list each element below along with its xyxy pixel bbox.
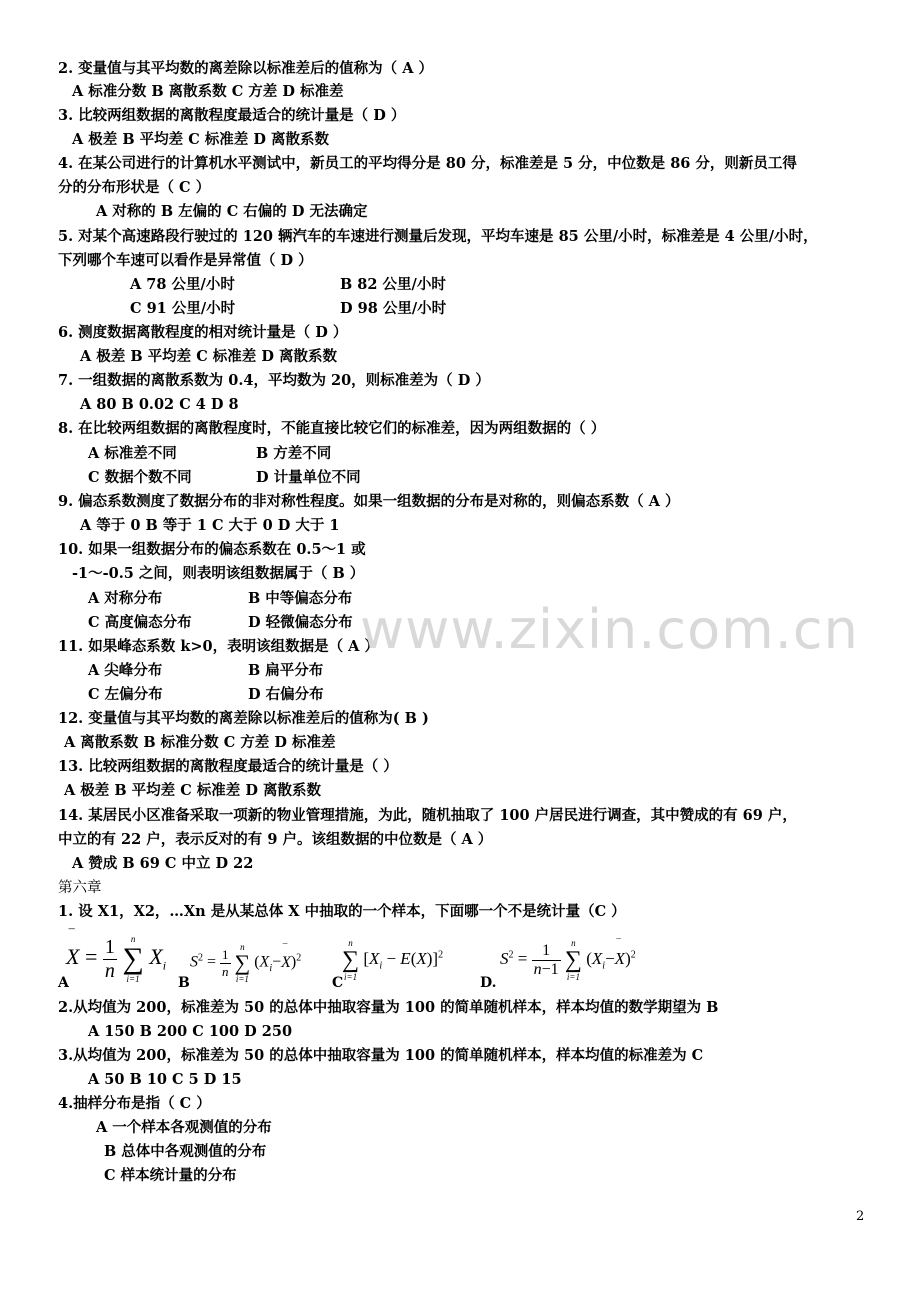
question-3: 3. 比较两组数据的离散程度最适合的统计量是（ D ） bbox=[58, 107, 406, 124]
option-5d: D 98 公里/小时 bbox=[340, 300, 447, 317]
option-11b: B 扁平分布 bbox=[248, 662, 324, 679]
option-10b: B 中等偏态分布 bbox=[248, 590, 353, 607]
option-5c: C 91 公里/小时 bbox=[130, 300, 236, 317]
formula-label-c: C bbox=[332, 975, 344, 991]
question-9: 9. 偏态系数测度了数据分布的非对称性程度。如果一组数据的分布是对称的，则偏态系数（ A ） bbox=[58, 493, 680, 510]
question-11: 11. 如果峰态系数 k>0，表明该组数据是（ A ） bbox=[58, 638, 379, 655]
option-8d: D 计量单位不同 bbox=[256, 469, 361, 486]
watermark: www.zixin.com.cn bbox=[360, 598, 859, 661]
options-6-3: A 50 B 10 C 5 D 15 bbox=[88, 1071, 242, 1088]
question-5-line1: 5. 对某个高速路段行驶过的 120 辆汽车的车速进行测量后发现，平均车速是 85 公里/小时，标准差是 4 公里/小时， bbox=[58, 228, 818, 245]
option-11d: D 右偏分布 bbox=[248, 686, 324, 703]
option-10d: D 轻微偏态分布 bbox=[248, 614, 353, 631]
option-8c: C 数据个数不同 bbox=[88, 469, 192, 486]
option-6-4b: B 总体中各观测值的分布 bbox=[104, 1143, 267, 1160]
option-8a: A 标准差不同 bbox=[88, 445, 177, 462]
question-4-line1: 4. 在某公司进行的计算机水平测试中，新员工的平均得分是 80 分，标准差是 5 分，中位数是 86 分，则新员工得 bbox=[58, 155, 797, 172]
question-4-line2: 分的分布形状是（ C ） bbox=[58, 179, 211, 196]
option-10c: C 高度偏态分布 bbox=[88, 614, 192, 631]
option-5a: A 78 公里/小时 bbox=[130, 276, 235, 293]
option-8b: B 方差不同 bbox=[256, 445, 332, 462]
option-6-4a: A 一个样本各观测值的分布 bbox=[96, 1119, 272, 1136]
options-2: A 标准分数 B 离散系数 C 方差 D 标准差 bbox=[72, 83, 344, 100]
options-14: A 赞成 B 69 C 中立 D 22 bbox=[72, 855, 254, 872]
question-6-4: 4.抽样分布是指（ C ） bbox=[58, 1095, 211, 1112]
options-6: A 极差 B 平均差 C 标准差 D 离散系数 bbox=[80, 348, 337, 365]
question-6-3: 3.从均值为 200，标准差为 50 的总体中抽取容量为 100 的简单随机样本，样本均值的标准差为 C bbox=[58, 1047, 704, 1064]
option-5b: B 82 公里/小时 bbox=[340, 276, 446, 293]
options-9: A 等于 0 B 等于 1 C 大于 0 D 大于 1 bbox=[80, 517, 340, 534]
question-6-1: 1. 设 X1，X2，…Xn 是从某总体 X 中抽取的一个样本，下面哪一个不是统计量（C ） bbox=[58, 903, 626, 920]
question-10-line1: 10. 如果一组数据分布的偏态系数在 0.5～1 或 bbox=[58, 541, 366, 558]
options-4: A 对称的 B 左偏的 C 右偏的 D 无法确定 bbox=[96, 203, 368, 220]
question-2: 2. 变量值与其平均数的离差除以标准差后的值称为（ A ） bbox=[58, 60, 434, 77]
question-12: 12. 变量值与其平均数的离差除以标准差后的值称为( B ) bbox=[58, 710, 429, 727]
option-11a: A 尖峰分布 bbox=[88, 662, 163, 679]
page-number: 2 bbox=[856, 1209, 865, 1224]
option-6-4c: C 样本统计量的分布 bbox=[104, 1167, 237, 1184]
formula-label-b: B bbox=[178, 975, 190, 991]
question-8: 8. 在比较两组数据的离散程度时，不能直接比较它们的标准差，因为两组数据的（ ） bbox=[58, 420, 606, 437]
chapter-heading: 第六章 bbox=[58, 880, 102, 896]
option-11c: C 左偏分布 bbox=[88, 686, 163, 703]
question-6: 6. 测度数据离散程度的相对统计量是（ D ） bbox=[58, 324, 348, 341]
options-6-2: A 150 B 200 C 100 D 250 bbox=[88, 1023, 293, 1040]
options-7: A 80 B 0.02 C 4 D 8 bbox=[80, 396, 239, 413]
question-10-line2: -1～-0.5 之间，则表明该组数据属于（ B ） bbox=[72, 565, 365, 582]
question-7: 7. 一组数据的离散系数为 0.4，平均数为 20，则标准差为（ D ） bbox=[58, 372, 490, 389]
question-14-line2: 中立的有 22 户，表示反对的有 9 户。该组数据的中位数是（ A ） bbox=[58, 831, 493, 848]
question-14-line1: 14. 某居民小区准备采取一项新的物业管理措施，为此，随机抽取了 100 户居民进行调查，其中赞成的有 69 户， bbox=[58, 807, 797, 824]
formula-label-d: D. bbox=[480, 975, 497, 991]
formula-label-a: A bbox=[58, 975, 69, 991]
options-13: A 极差 B 平均差 C 标准差 D 离散系数 bbox=[64, 782, 321, 799]
options-12: A 离散系数 B 标准分数 C 方差 D 标准差 bbox=[64, 734, 336, 751]
question-6-2: 2.从均值为 200，标准差为 50 的总体中抽取容量为 100 的简单随机样本，样本均值的数学期望为 B bbox=[58, 999, 719, 1016]
options-3: A 极差 B 平均差 C 标准差 D 离散系数 bbox=[72, 131, 329, 148]
question-13: 13. 比较两组数据的离散程度最适合的统计量是（ ） bbox=[58, 758, 398, 775]
option-10a: A 对称分布 bbox=[88, 590, 163, 607]
question-5-line2: 下列哪个车速可以看作是异常值（ D ） bbox=[58, 252, 313, 269]
